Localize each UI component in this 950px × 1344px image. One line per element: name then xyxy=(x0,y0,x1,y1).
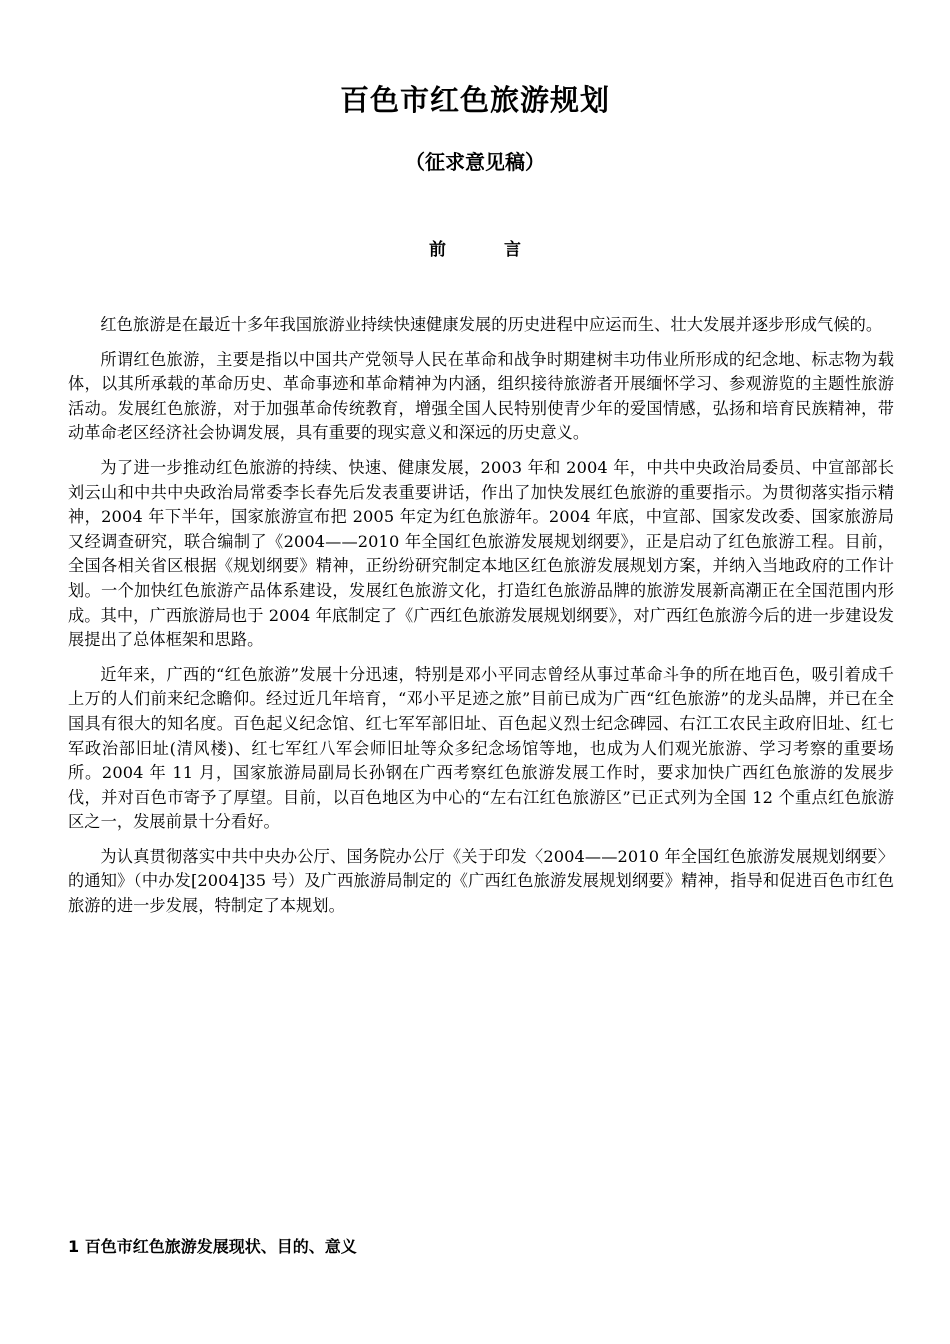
section-heading: 1 百色市红色旅游发展现状、目的、意义 xyxy=(68,1237,357,1256)
preface-heading-char-1: 前 xyxy=(429,240,446,260)
paragraph: 近年来，广西的“红色旅游”发展十分迅速，特别是邓小平同志曾经从事过革命斗争的所在地百色，吸引着成千上万的人们前来纪念瞻仰。经过近几年培育，“邓小平足迹之旅”目前已成为广西“红色旅游”的龙头品牌，并已在全国具有很大的知名度。百色起义纪念馆、红七军军部旧址、百色起义烈士纪念碑园、右江工农民主政府旧址、红七军政治部旧址(清风楼)、红七军红八军会师旧址等众多纪念场馆等地，也成为人们观光旅游、学习考察的重要场所。2004 年 11 月，国家旅游局副局长孙钢在广西考察红色旅游发展工作时，要求加快广西红色旅游的发展步伐，并对百色市寄予了厚望。目前，以百色地区为中心的“左右江红色旅游区”已正式列为全国 12 个重点红色旅游区之一，发展前景十分看好。 xyxy=(68,664,894,832)
document-subtitle: （征求意见稿） xyxy=(405,150,545,174)
preface-heading-char-2: 言 xyxy=(504,240,521,260)
paragraph: 所谓红色旅游，主要是指以中国共产党领导人民在革命和战争时期建树丰功伟业所形成的纪念地、标志物为载体，以其所承载的革命历史、革命事迹和革命精神为内涵，组织接待旅游者开展缅怀学习、参观游览的主题性旅游活动。发展红色旅游，对于加强革命传统教育，增强全国人民特别使青少年的爱国情感，弘扬和培育民族精神，带动革命老区经济社会协调发展，具有重要的现实意义和深远的历史意义。 xyxy=(68,349,894,443)
document-title: 百色市红色旅游规划 xyxy=(339,83,610,117)
preface-heading xyxy=(0,236,950,264)
paragraph: 为了进一步推动红色旅游的持续、快速、健康发展，2003 年和 2004 年，中共中央政治局委员、中宣部部长刘云山和中共中央政治局常委李长春先后发表重要讲话，作出了加快发展红色旅游的重要指示。为贯彻落实指示精神，2004 年下半年，国家旅游宣布把 2005 年定为红色旅游年。2004 年底，中宣部、国家发改委、国家旅游局又经调查研究，联合编制了《2004——2010 年全国红色旅游发展规划纲要》，正是启动了红色旅游工程。目前，全国各相关省区根据《规划纲要》精神，正纷纷研究制定本地区红色旅游发展规划方案，并纳入当地政府的工作计划。一个加快红色旅游产品体系建设，发展红色旅游文化，打造红色旅游品牌的旅游发展新高潮正在全国范围内形成。其中，广西旅游局也于 2004 年底制定了《广西红色旅游发展规划纲要》，对广西红色旅游今后的进一步建设发展提出了总体框架和思路。 xyxy=(68,457,894,650)
paragraph: 红色旅游是在最近十多年我国旅游业持续快速健康发展的历史进程中应运而生、壮大发展并逐步形成气候的。 xyxy=(100,315,883,334)
preface-body xyxy=(68,313,894,929)
paragraph: 为认真贯彻落实中共中央办公厅、国务院办公厅《关于印发〈2004——2010 年全国红色旅游发展规划纲要〉的通知》（中办发[2004]35 号）及广西旅游局制定的《广西红色旅游发展规划纲要》精神，指导和促进百色市红色旅游的进一步发展，特制定了本规划。 xyxy=(68,846,894,916)
